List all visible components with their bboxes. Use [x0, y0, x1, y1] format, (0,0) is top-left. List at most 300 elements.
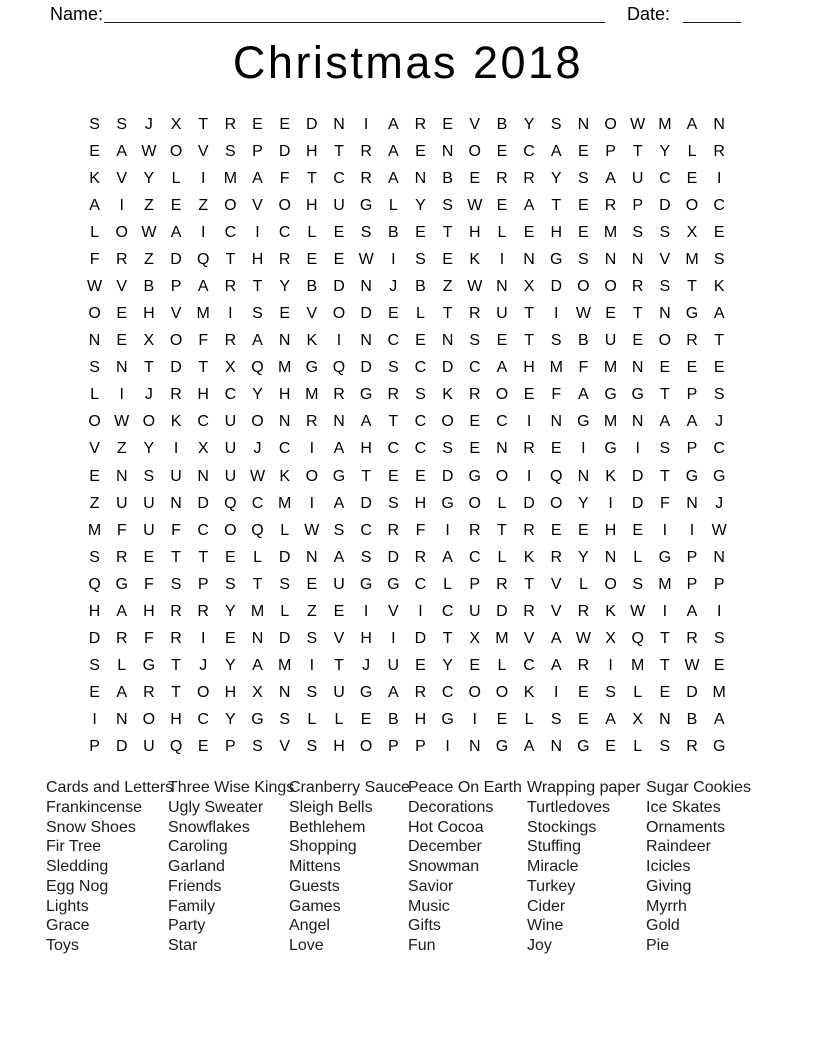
grid-cell: F: [279, 169, 290, 187]
grid-cell: D: [523, 494, 535, 512]
grid-cell: T: [171, 657, 181, 675]
grid-cell: S: [143, 467, 155, 485]
grid-cell: V: [89, 440, 100, 458]
grid-cell: R: [170, 602, 182, 620]
word-item: Miracle: [527, 858, 579, 875]
grid-cell: A: [713, 305, 725, 323]
grid-cell: C: [414, 413, 427, 431]
grid-cell: F: [171, 521, 181, 539]
grid-cell: N: [360, 278, 372, 295]
grid-cell: U: [115, 494, 128, 512]
grid-cell: A: [550, 657, 562, 675]
grid-cell: B: [387, 711, 399, 729]
grid-cell: A: [333, 494, 345, 512]
grid-cell: V: [252, 196, 263, 214]
grid-cell: R: [170, 386, 182, 404]
grid-cell: T: [334, 142, 344, 160]
grid-cell: I: [608, 657, 613, 675]
grid-cell: Q: [196, 250, 210, 268]
grid-cell: E: [415, 657, 426, 675]
grid-cell: E: [360, 711, 372, 729]
grid-cell: N: [468, 738, 481, 756]
grid-cell: E: [578, 223, 589, 241]
grid-cell: T: [198, 548, 209, 566]
grid-cell: G: [495, 738, 509, 756]
grid-cell: D: [333, 278, 345, 295]
grid-cell: M: [549, 359, 563, 377]
grid-cell: G: [359, 684, 373, 702]
grid-cell: H: [550, 223, 563, 241]
grid-cell: B: [306, 278, 318, 295]
grid-cell: D: [441, 359, 454, 377]
grid-cell: R: [577, 602, 590, 620]
grid-cell: S: [116, 115, 128, 133]
word-item: Toys: [46, 937, 79, 954]
grid-cell: N: [577, 467, 590, 485]
grid-cell: Y: [415, 196, 426, 214]
grid-cell: R: [468, 521, 481, 539]
grid-cell: D: [631, 467, 644, 485]
grid-cell: D: [170, 359, 182, 377]
word-item: Raindeer: [646, 838, 711, 856]
grid-cell: U: [143, 494, 155, 512]
grid-cell: N: [604, 250, 617, 268]
grid-cell: O: [685, 196, 699, 214]
grid-cell: T: [551, 196, 562, 214]
word-item: Savior: [408, 877, 454, 895]
grid-cell: F: [198, 332, 209, 350]
word-item: Cranberry Sauce: [289, 779, 410, 796]
grid-cell: D: [115, 738, 128, 756]
grid-cell: D: [414, 630, 427, 648]
grid-cell: R: [496, 575, 508, 593]
grid-cell: D: [360, 494, 372, 512]
grid-cell: W: [249, 467, 266, 485]
grid-cell: Z: [306, 602, 317, 620]
grid-cell: A: [550, 142, 562, 160]
grid-cell: L: [497, 657, 507, 675]
grid-cell: F: [578, 359, 589, 377]
grid-cell: O: [495, 386, 509, 404]
grid-cell: H: [360, 440, 372, 458]
grid-cell: O: [88, 305, 101, 323]
grid-cell: O: [332, 305, 346, 323]
grid-cell: T: [171, 684, 181, 702]
grid-cell: Y: [659, 142, 671, 160]
grid-cell: T: [252, 278, 263, 295]
grid-cell: A: [252, 332, 263, 350]
word-item: Fun: [408, 937, 436, 954]
grid-cell: I: [526, 467, 532, 485]
grid-cell: I: [445, 521, 450, 539]
grid-cell: G: [359, 196, 373, 214]
grid-cell: V: [550, 602, 562, 620]
grid-cell: R: [686, 738, 698, 756]
grid-cell: U: [170, 467, 182, 485]
grid-cell: O: [224, 196, 237, 214]
word-item: Stockings: [527, 818, 597, 836]
grid-cell: N: [686, 494, 698, 512]
grid-cell: Z: [144, 196, 154, 214]
grid-cell: O: [88, 413, 101, 431]
grid-cell: F: [116, 521, 127, 539]
grid-cell: Q: [251, 359, 264, 377]
grid-cell: A: [550, 630, 562, 648]
grid-cell: M: [685, 250, 699, 268]
grid-cell: R: [333, 386, 345, 404]
grid-cell: T: [524, 575, 534, 593]
word-item: Snowman: [408, 858, 480, 875]
grid-cell: R: [468, 305, 481, 323]
word-item: Icicles: [646, 858, 691, 875]
grid-cell: F: [144, 575, 154, 593]
grid-cell: E: [143, 548, 155, 566]
word-list-column: [527, 778, 646, 956]
grid-cell: A: [252, 657, 263, 675]
grid-cell: K: [442, 386, 453, 404]
grid-cell: N: [115, 467, 128, 485]
grid-cell: S: [713, 630, 725, 648]
grid-cell: E: [469, 657, 481, 675]
grid-cell: V: [170, 305, 182, 323]
grid-cell: E: [578, 142, 589, 160]
grid-cell: E: [333, 602, 345, 620]
grid-cell: T: [225, 250, 236, 268]
grid-cell: S: [225, 142, 236, 160]
grid-cell: J: [715, 494, 724, 512]
word-item: Three Wise Kings: [168, 779, 295, 796]
grid-cell: Q: [169, 738, 183, 756]
grid-cell: R: [414, 684, 427, 702]
grid-cell: D: [441, 467, 454, 485]
grid-cell: T: [198, 359, 209, 377]
grid-cell: N: [713, 115, 725, 133]
grid-cell: T: [361, 467, 372, 485]
word-item: Mittens: [289, 858, 341, 875]
grid-cell: E: [89, 684, 100, 702]
date-label: Date:: [627, 4, 671, 24]
grid-cell: H: [170, 711, 182, 729]
grid-cell: P: [686, 440, 698, 458]
grid-cell: J: [253, 440, 262, 458]
grid-cell: L: [117, 657, 127, 675]
grid-cell: T: [659, 386, 670, 404]
word-item: Wine: [527, 917, 564, 935]
grid-cell: A: [523, 196, 535, 214]
grid-cell: H: [224, 684, 237, 702]
grid-cell: P: [469, 575, 481, 593]
grid-cell: C: [713, 440, 725, 458]
word-list-column: [168, 778, 295, 956]
grid-cell: I: [608, 494, 613, 512]
date-fill-in-line: [683, 1, 741, 23]
grid-cell: S: [225, 575, 236, 593]
grid-cell: C: [523, 142, 535, 160]
grid-cell: K: [306, 332, 318, 350]
grid-cell: N: [88, 332, 101, 350]
grid-cell: C: [278, 223, 291, 241]
grid-cell: T: [171, 548, 181, 566]
grid-cell: C: [387, 332, 400, 350]
grid-cell: S: [659, 738, 671, 756]
grid-cell: J: [715, 413, 724, 431]
grid-cell: I: [309, 657, 315, 675]
grid-cell: P: [713, 575, 725, 593]
grid-cell: X: [523, 278, 535, 295]
grid-cell: O: [169, 332, 183, 350]
grid-cell: V: [197, 142, 209, 160]
grid-cell: D: [550, 278, 563, 295]
name-fill-in-line: [104, 1, 605, 23]
grid-cell: U: [143, 738, 155, 756]
grid-cell: K: [605, 467, 616, 485]
grid-cell: R: [224, 278, 237, 295]
grid-cell: U: [224, 440, 237, 458]
grid-cell: U: [333, 684, 345, 702]
grid-cell: T: [144, 359, 154, 377]
grid-cell: O: [604, 575, 617, 593]
grid-cell: G: [604, 440, 617, 458]
grid-cell: E: [225, 630, 236, 648]
grid-cell: N: [631, 359, 644, 377]
grid-cell: I: [173, 440, 179, 458]
grid-cell: Y: [143, 169, 155, 187]
grid-cell: P: [686, 548, 698, 566]
grid-cell: H: [414, 494, 427, 512]
grid-cell: X: [143, 332, 155, 350]
grid-cell: A: [605, 711, 616, 729]
grid-cell: O: [142, 413, 156, 431]
grid-cell: D: [278, 142, 291, 160]
grid-cell: N: [713, 548, 725, 566]
grid-cell: W: [467, 278, 483, 295]
grid-cell: U: [224, 467, 237, 485]
word-item: Shopping: [289, 838, 357, 856]
grid-cell: W: [141, 142, 157, 160]
grid-cell: D: [360, 359, 372, 377]
grid-cell: R: [387, 521, 400, 539]
grid-cell: P: [387, 738, 399, 756]
grid-cell: I: [309, 440, 315, 458]
word-item: Ugly Sweater: [168, 798, 264, 816]
word-item: Sleigh Bells: [289, 798, 373, 816]
grid-cell: L: [334, 711, 344, 729]
grid-cell: N: [550, 738, 563, 756]
word-list-column: [46, 778, 174, 956]
grid-cell: G: [441, 711, 454, 729]
grid-cell: T: [632, 305, 643, 323]
grid-cell: N: [115, 711, 128, 729]
grid-cell: S: [442, 196, 453, 214]
grid-cell: X: [225, 359, 236, 377]
grid-cell: R: [224, 332, 237, 350]
grid-cell: Y: [442, 657, 453, 675]
grid-cell: S: [659, 278, 671, 295]
grid-cell: T: [306, 169, 317, 187]
grid-cell: U: [333, 196, 345, 214]
grid-cell: X: [170, 115, 182, 133]
grid-cell: L: [307, 711, 317, 729]
grid-cell: P: [89, 738, 100, 756]
grid-cell: Q: [224, 494, 237, 512]
grid-cell: E: [632, 521, 644, 539]
grid-cell: G: [685, 467, 699, 485]
grid-cell: N: [306, 548, 318, 566]
grid-cell: N: [496, 440, 508, 458]
grid-cell: M: [305, 386, 319, 404]
grid-cell: E: [550, 521, 562, 539]
grid-cell: L: [280, 521, 290, 539]
grid-cell: I: [255, 223, 260, 241]
puzzle-grid: [81, 111, 733, 761]
word-item: Pie: [646, 937, 670, 954]
grid-cell: A: [387, 142, 399, 160]
word-item: Cards and Letters: [46, 779, 174, 796]
grid-cell: M: [631, 657, 645, 675]
grid-cell: Y: [578, 548, 589, 566]
grid-cell: E: [578, 196, 589, 214]
grid-cell: A: [686, 602, 698, 620]
grid-cell: N: [577, 115, 590, 133]
grid-cell: S: [632, 575, 644, 593]
grid-cell: T: [659, 630, 670, 648]
grid-cell: G: [142, 657, 156, 675]
grid-cell: C: [414, 359, 427, 377]
grid-cell: C: [468, 359, 481, 377]
grid-cell: S: [578, 169, 589, 187]
grid-cell: L: [497, 223, 507, 241]
grid-cell: I: [309, 494, 315, 512]
grid-cell: E: [632, 332, 644, 350]
grid-cell: W: [87, 278, 103, 295]
grid-cell: S: [659, 223, 671, 241]
grid-cell: O: [577, 278, 590, 295]
grid-cell: C: [713, 196, 725, 214]
grid-cell: G: [359, 386, 373, 404]
grid-cell: O: [550, 494, 563, 512]
grid-cell: N: [604, 548, 617, 566]
grid-cell: E: [442, 250, 453, 268]
grid-cell: G: [604, 386, 617, 404]
grid-cell: E: [659, 684, 671, 702]
grid-cell: P: [197, 575, 209, 593]
word-item: Lights: [46, 897, 89, 915]
grid-cell: E: [225, 548, 236, 566]
grid-cell: D: [170, 250, 182, 268]
grid-cell: I: [716, 169, 722, 187]
grid-cell: D: [197, 494, 209, 512]
grid-cell: N: [441, 332, 454, 350]
word-item: Ornaments: [646, 818, 726, 836]
grid-cell: E: [578, 521, 589, 539]
grid-cell: E: [523, 386, 535, 404]
grid-cell: S: [442, 440, 453, 458]
grid-cell: H: [333, 738, 345, 756]
grid-cell: R: [523, 440, 535, 458]
grid-cell: H: [306, 196, 318, 214]
grid-cell: M: [196, 305, 210, 323]
word-item: Garland: [168, 858, 225, 875]
grid-cell: R: [414, 115, 427, 133]
grid-cell: A: [659, 413, 671, 431]
grid-cell: S: [89, 548, 100, 566]
grid-cell: E: [496, 332, 508, 350]
grid-cell: R: [360, 169, 372, 187]
grid-cell: E: [469, 440, 481, 458]
grid-cell: K: [469, 250, 481, 268]
grid-cell: K: [713, 278, 725, 295]
grid-cell: D: [278, 630, 291, 648]
grid-cell: X: [686, 223, 698, 241]
grid-cell: E: [170, 196, 182, 214]
word-item: Gold: [646, 917, 680, 935]
grid-cell: I: [363, 115, 369, 133]
grid-cell: I: [635, 440, 640, 458]
grid-cell: M: [223, 169, 238, 187]
grid-cell: Q: [332, 359, 346, 377]
grid-cell: G: [685, 305, 699, 323]
grid-cell: O: [468, 684, 481, 702]
grid-cell: O: [359, 738, 373, 756]
grid-cell: W: [304, 521, 320, 539]
grid-cell: I: [119, 196, 124, 214]
grid-cell: C: [387, 440, 400, 458]
word-item: Turtledoves: [527, 798, 610, 816]
grid-cell: R: [631, 278, 644, 295]
grid-cell: E: [387, 467, 399, 485]
grid-cell: A: [713, 711, 725, 729]
grid-cell: Q: [251, 521, 264, 539]
grid-cell: T: [442, 223, 453, 241]
grid-cell: O: [495, 467, 509, 485]
grid-cell: I: [391, 630, 396, 648]
grid-cell: Y: [550, 169, 562, 187]
grid-cell: N: [278, 413, 291, 431]
grid-cell: E: [469, 413, 481, 431]
grid-cell: D: [496, 602, 508, 620]
grid-cell: E: [306, 575, 318, 593]
grid-cell: S: [89, 359, 100, 377]
grid-cell: S: [550, 332, 562, 350]
grid-cell: R: [360, 142, 372, 160]
grid-cell: A: [333, 548, 345, 566]
grid-cell: A: [686, 115, 698, 133]
grid-cell: G: [115, 575, 128, 593]
grid-cell: N: [659, 305, 671, 323]
grid-cell: I: [662, 521, 668, 539]
grid-cell: R: [523, 602, 535, 620]
grid-cell: H: [251, 250, 264, 268]
grid-cell: H: [197, 386, 209, 404]
word-item: Cider: [527, 897, 566, 915]
grid-cell: R: [414, 548, 427, 566]
word-item: Myrrh: [646, 897, 687, 915]
grid-cell: A: [197, 278, 209, 295]
grid-cell: X: [469, 630, 481, 648]
grid-cell: U: [387, 657, 400, 675]
grid-cell: L: [524, 711, 534, 729]
grid-cell: W: [575, 305, 591, 323]
grid-cell: A: [605, 169, 616, 187]
grid-cell: E: [415, 223, 426, 241]
grid-cell: O: [441, 413, 454, 431]
grid-cell: I: [363, 602, 369, 620]
grid-cell: M: [250, 602, 265, 620]
grid-cell: H: [414, 711, 427, 729]
grid-cell: O: [604, 278, 617, 295]
grid-cell: R: [387, 386, 400, 404]
word-item: Star: [168, 937, 198, 954]
